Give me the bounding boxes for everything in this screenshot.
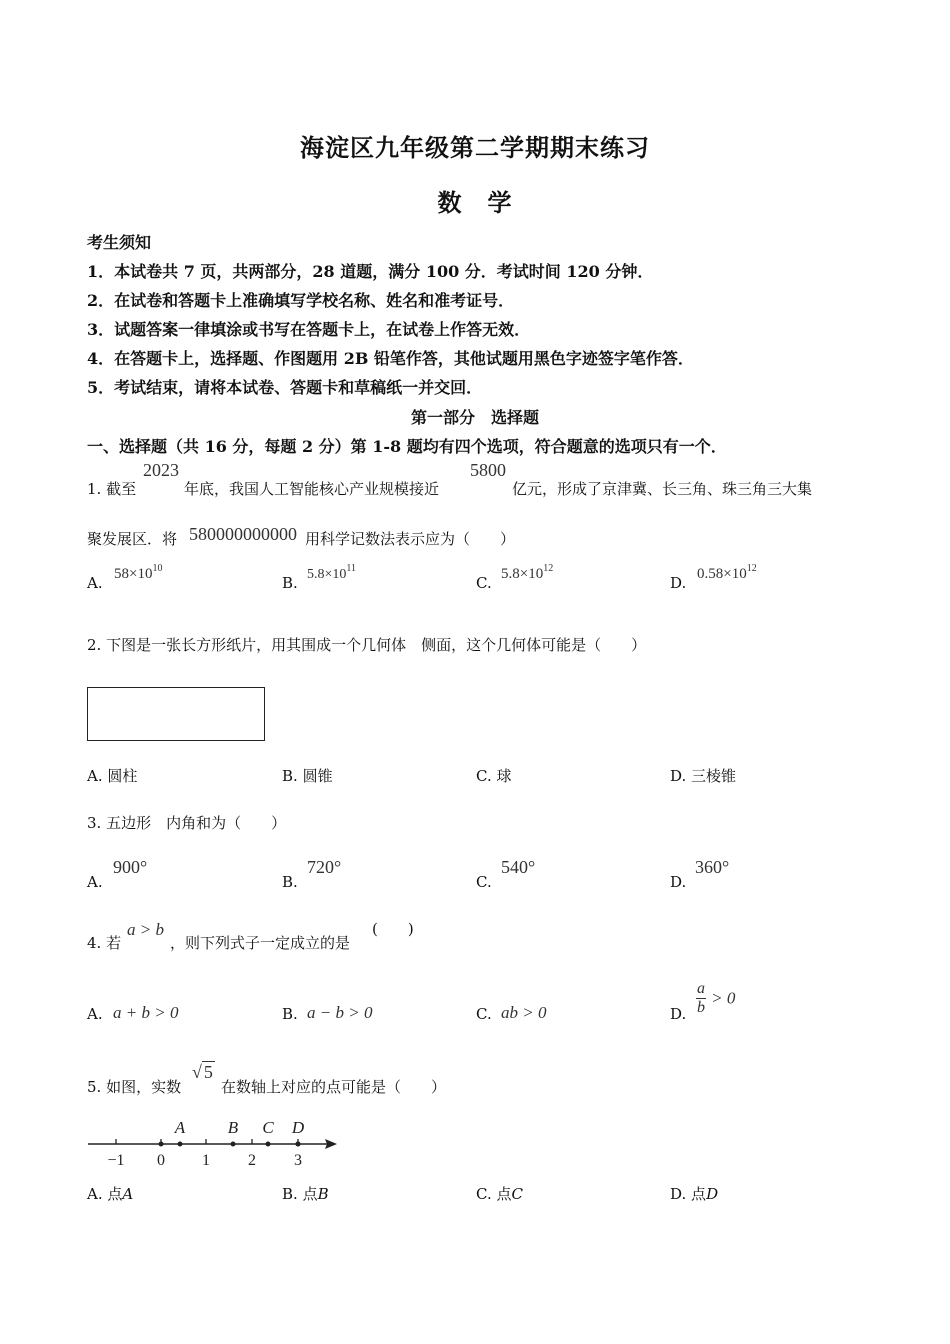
- q4-condition: a > b: [127, 920, 164, 939]
- q2-option-c: [476, 765, 512, 786]
- q4-option-d-expr: [696, 980, 735, 1017]
- q4-option-d-rest: > 0: [711, 988, 736, 1008]
- q2-option-d-label: D.: [670, 767, 687, 785]
- q5-sqrt: [192, 1062, 215, 1083]
- q5-option-a-text: 点: [107, 1185, 123, 1203]
- q4-option-d-fraction: [696, 980, 706, 1017]
- number-line-point-dot: [266, 1142, 271, 1147]
- q1-option-a: [114, 563, 162, 583]
- q5-option-c-label: C.: [476, 1185, 492, 1203]
- q1-option-c-exp: 12: [543, 563, 554, 574]
- number-line-point-dot: [231, 1142, 236, 1147]
- q1-year: 2023: [143, 460, 179, 480]
- q3-option-c-label: C.: [476, 873, 492, 891]
- subject-title: 数 学: [437, 188, 513, 217]
- q1-option-b: [307, 563, 356, 583]
- q5-option-d-label: D.: [670, 1185, 687, 1203]
- q1-text-5: 用科学记数法表示应为（ ）: [305, 530, 516, 548]
- q2-option-b: [282, 765, 333, 786]
- notice-item: 1．本试卷共 7 页，共两部分，28 道题，满分 100 分．考试时间 120 分钟．: [87, 262, 654, 281]
- q1-option-c: [501, 563, 553, 583]
- q3-option-a-value: 900°: [113, 857, 148, 877]
- q1-option-b-base: 5.8×10: [307, 567, 347, 582]
- q3-stem: 3. 五边形 内角和为（ ）: [87, 814, 287, 832]
- number-line-figure: [85, 1115, 345, 1171]
- q4-option-c-expr: ab > 0: [501, 1003, 547, 1022]
- q1-text-2: 年底，我国人工智能核心产业规模接近: [184, 480, 440, 498]
- q3-option-b-value: 720°: [307, 857, 342, 877]
- q1-amount: 5800: [470, 460, 506, 480]
- q1-text-4: 聚发展区．将: [87, 530, 178, 548]
- notice-item: 5．考试结束，请将本试卷、答题卡和草稿纸一并交回．: [87, 378, 483, 397]
- number-line-tick-label: 2: [248, 1152, 256, 1169]
- q4-option-b-label: B.: [282, 1005, 298, 1023]
- number-line-point-label: A: [174, 1118, 186, 1137]
- q3-option-d-label: D.: [670, 873, 687, 891]
- q4-option-b-expr: a − b > 0: [307, 1003, 373, 1022]
- q1-option-d-exp: 12: [746, 563, 757, 574]
- q2-option-a-label: A.: [87, 767, 103, 785]
- q5-option-d-text: 点: [691, 1185, 707, 1203]
- q5-option-c-point: C: [511, 1185, 523, 1203]
- q5-option-a: [87, 1183, 133, 1204]
- q2-stem: 2. 下图是一张长方形纸片，用其围成一个几何体 侧面，这个几何体可能是（ ）: [87, 636, 647, 654]
- rectangle-paper-figure: [87, 687, 265, 741]
- notice-item: 3．试题答案一律填涂或书写在答题卡上，在试卷上作答无效．: [87, 320, 531, 339]
- q2-option-d: [670, 765, 736, 786]
- number-line-point-label: D: [291, 1118, 305, 1137]
- q1-text-1: 1. 截至: [87, 480, 137, 498]
- q1-option-c-base: 5.8×10: [501, 566, 544, 582]
- q3-option-d-value: 360°: [695, 857, 730, 877]
- q5-option-b-label: B.: [282, 1185, 298, 1203]
- section-heading: 一、选择题（共 16 分，每题 2 分）第 1-8 题均有四个选项，符合题意的选项只有一个．: [87, 437, 727, 456]
- exam-title: 海淀区九年级第二学期期末练习: [300, 133, 650, 162]
- q2-option-b-text: 圆锥: [302, 767, 333, 785]
- part-title: 第一部分 选择题: [410, 408, 539, 427]
- q5-option-b-text: 点: [302, 1185, 318, 1203]
- notice-heading: 考生须知: [87, 233, 152, 252]
- q2-option-c-label: C.: [476, 767, 492, 785]
- q1-option-b-label: B.: [282, 574, 298, 592]
- q1-option-b-exp: 11: [346, 563, 357, 574]
- number-line-dot: [159, 1142, 164, 1147]
- number-line-tick-label: 1: [202, 1152, 210, 1169]
- q4-paren: ( ): [372, 920, 414, 938]
- sqrt-symbol-icon: √: [192, 1062, 202, 1082]
- q1-big-number: 580000000000: [189, 524, 297, 544]
- q3-option-a-label: A.: [87, 873, 103, 891]
- q4-option-a-expr: a + b > 0: [113, 1003, 179, 1022]
- q5-option-a-label: A.: [87, 1185, 103, 1203]
- q5-text-1: 5. 如图，实数: [87, 1078, 182, 1096]
- notice-item: 4．在答题卡上，选择题、作图题用 2B 铅笔作答，其他试题用黑色字迹签字笔作答．: [87, 349, 694, 368]
- q5-option-c-text: 点: [496, 1185, 512, 1203]
- q1-option-c-label: C.: [476, 574, 492, 592]
- q5-option-b-point: B: [317, 1185, 329, 1203]
- number-line-point-label: C: [262, 1118, 274, 1137]
- q2-option-a: [87, 765, 137, 786]
- q1-option-a-exp: 10: [152, 563, 163, 574]
- q3-option-b-label: B.: [282, 873, 298, 891]
- q5-option-b: [282, 1183, 329, 1204]
- q1-option-d-base: 0.58×10: [697, 566, 747, 582]
- q1-option-a-base: 58×10: [114, 566, 153, 582]
- q2-option-c-text: 球: [496, 767, 512, 785]
- q1-option-d-label: D.: [670, 574, 687, 592]
- fraction-numerator: a: [697, 980, 705, 997]
- q4-text-1: 4. 若: [87, 934, 122, 952]
- q5-option-d: [670, 1183, 718, 1204]
- q2-option-b-label: B.: [282, 767, 298, 785]
- q5-option-c: [476, 1183, 523, 1204]
- q5-option-a-point: A: [122, 1185, 134, 1203]
- q1-text-3: 亿元，形成了京津冀、长三角、珠三角三大集: [512, 480, 813, 498]
- q1-option-a-label: A.: [87, 574, 103, 592]
- number-line-point-label: B: [227, 1118, 239, 1137]
- q5-text-2: 在数轴上对应的点可能是（ ）: [221, 1078, 447, 1096]
- number-line-tick-label: −1: [107, 1152, 125, 1169]
- notice-item: 2．在试卷和答题卡上准确填写学校名称、姓名和准考证号．: [87, 291, 515, 310]
- q4-option-c-label: C.: [476, 1005, 492, 1023]
- number-line-tick-label: 3: [294, 1152, 302, 1169]
- q2-option-a-text: 圆柱: [107, 767, 138, 785]
- q3-option-c-value: 540°: [501, 857, 536, 877]
- number-line-point-dot: [296, 1142, 301, 1147]
- q5-option-d-point: D: [706, 1185, 719, 1203]
- number-line-point-dot: [178, 1142, 183, 1147]
- q4-option-a-label: A.: [87, 1005, 103, 1023]
- q2-option-d-text: 三棱锥: [691, 767, 737, 785]
- q1-option-d: [697, 563, 757, 583]
- q4-option-d-label: D.: [670, 1005, 687, 1023]
- q5-radicand: 5: [203, 1062, 213, 1082]
- fraction-denominator: b: [697, 999, 705, 1016]
- number-line-tick-label: 0: [157, 1152, 165, 1169]
- q4-text-2: ，则下列式子一定成立的是: [170, 934, 351, 952]
